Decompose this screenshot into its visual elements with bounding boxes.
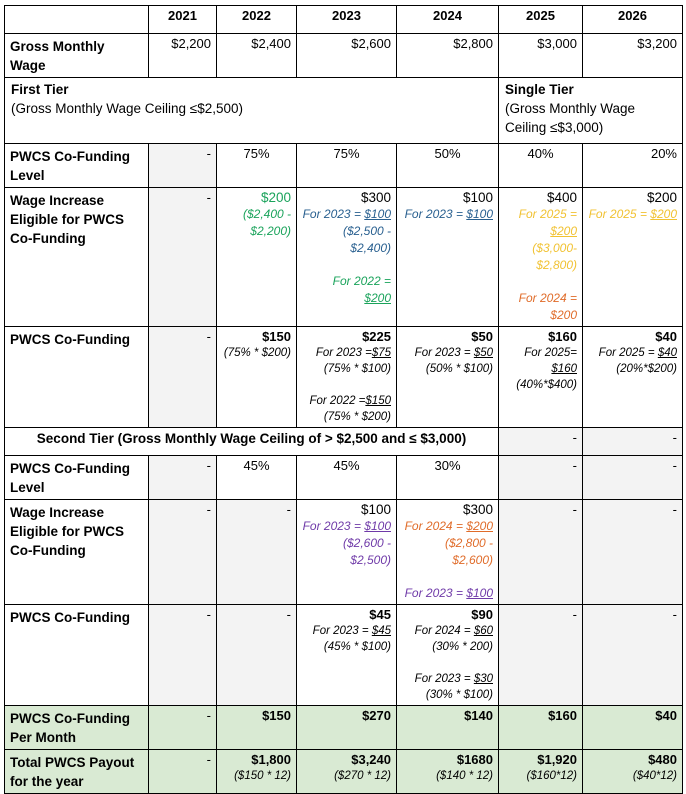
total-2022-note: ($150 * 12) — [234, 770, 291, 782]
gross-wage-2021: $2,200 — [149, 34, 217, 78]
t1-cofunding-2026 — [583, 327, 683, 428]
second-tier-2026: - — [583, 428, 683, 456]
t2-wi-2024-for — [402, 518, 493, 535]
t1-cf-2026-for — [588, 345, 677, 361]
t1-cf-2023-note: (75% * $100) — [323, 363, 391, 375]
single-tier-title: Single Tier — [505, 82, 574, 97]
t2-level-row — [5, 456, 683, 500]
t1-level-2022: 75% — [217, 144, 297, 188]
per-month-label: PWCS Co-Funding Per Month — [5, 706, 149, 750]
t2-cf-2023-note: (45% * $100) — [323, 641, 391, 653]
t1-wi-2025-for-value-line — [504, 223, 577, 240]
t2-level-2022: 45% — [217, 456, 297, 500]
t1-cf-2026-for-value: $40 — [657, 347, 677, 359]
t2-cf-2024-for2-prefix: For 2023 = — [414, 673, 474, 685]
first-tier-title: First Tier — [11, 82, 69, 97]
t1-wage-increase-2021: - — [149, 188, 217, 327]
t1-level-2025: 40% — [499, 144, 583, 188]
total-2024-main: $1680 — [456, 752, 493, 767]
header-2024: 2024 — [397, 6, 499, 34]
t1-wi-2026-for-prefix: For 2025 = — [588, 207, 651, 221]
t1-cf-2023-for — [302, 345, 391, 361]
t1-wi-2025-for2-value-line — [504, 307, 577, 324]
total-2026-note: ($40*12) — [632, 770, 677, 782]
t1-cf-2024-for — [402, 345, 493, 361]
t1-cofunding-label: PWCS Co-Funding — [5, 327, 149, 428]
t2-wi-2024-for-value: $200 — [466, 519, 493, 533]
t2-level-2026: - — [583, 456, 683, 500]
t1-wi-2025-main: $400 — [546, 190, 577, 205]
t2-cofunding-row — [5, 605, 683, 706]
t1-cf-2023-for2-value: $150 — [365, 395, 391, 407]
t1-cf-2023-for2 — [302, 393, 391, 409]
t1-cf-2024-for-prefix: For 2023 = — [414, 347, 474, 359]
t2-cf-2023-for — [302, 623, 391, 639]
per-month-2025: $160 — [499, 706, 583, 750]
t1-cf-2024-note: (50% * $100) — [425, 363, 493, 375]
t2-wi-2023-note: ($2,600 - $2,500) — [342, 536, 391, 567]
t2-cf-2024-for-value: $60 — [473, 625, 493, 637]
t1-wi-2023-for2-value-line — [302, 290, 391, 307]
t1-wi-2024-for — [402, 206, 493, 223]
t1-wi-2022-note: ($2,400 - $2,200) — [242, 207, 291, 238]
t2-cf-2023-for-value: $45 — [371, 625, 391, 637]
gross-wage-2022: $2,400 — [217, 34, 297, 78]
t1-cf-2026-for-prefix: For 2025 = — [598, 347, 658, 359]
t1-wi-2022-main: $200 — [260, 190, 291, 205]
total-2025-main: $1,920 — [537, 752, 577, 767]
t1-wi-2025-note: ($3,000- $2,800) — [532, 241, 577, 272]
t1-wage-increase-label: Wage Increase Eligible for PWCS Co-Funding — [5, 188, 149, 327]
gross-wage-label: Gross Monthly Wage — [5, 34, 149, 78]
per-month-2026: $40 — [583, 706, 683, 750]
t1-level-2021: - — [149, 144, 217, 188]
t2-wi-2024-for2-prefix: For 2023 = — [404, 586, 467, 600]
t2-level-2021: - — [149, 456, 217, 500]
gross-wage-2023: $2,600 — [297, 34, 397, 78]
t1-cf-2026-main: $40 — [655, 329, 677, 344]
t1-cofunding-row — [5, 327, 683, 428]
total-2023-main: $3,240 — [351, 752, 391, 767]
t1-wage-increase-row — [5, 188, 683, 327]
t1-wage-increase-2025 — [499, 188, 583, 327]
gross-wage-2025: $3,000 — [499, 34, 583, 78]
t1-cf-2025-note: (40%*$400) — [516, 379, 577, 391]
t2-cofunding-2024 — [397, 605, 499, 706]
t2-level-2024: 30% — [397, 456, 499, 500]
t2-wage-increase-label: Wage Increase Eligible for PWCS Co-Funding — [5, 500, 149, 605]
t1-cf-2025-for — [504, 345, 577, 361]
header-row — [5, 6, 683, 34]
first-tier-subtitle: (Gross Monthly Wage Ceiling ≤$2,500) — [11, 101, 244, 116]
t2-wi-2024-for2 — [402, 585, 493, 602]
t1-cf-2025-main: $160 — [548, 329, 577, 344]
second-tier-row — [5, 428, 683, 456]
total-2021: - — [149, 750, 217, 794]
t1-cf-2024-for-value: $50 — [473, 347, 493, 359]
t1-wage-increase-2024 — [397, 188, 499, 327]
t2-cofunding-2021: - — [149, 605, 217, 706]
t2-level-label: PWCS Co-Funding Level — [5, 456, 149, 500]
t2-cofunding-label: PWCS Co-Funding — [5, 605, 149, 706]
t1-cofunding-2022 — [217, 327, 297, 428]
t2-wage-increase-2022: - — [217, 500, 297, 605]
t2-cf-2024-for — [402, 623, 493, 639]
total-2023-note: ($270 * 12) — [334, 770, 391, 782]
t2-cf-2023-main: $45 — [369, 607, 391, 622]
t1-wi-2023-for-prefix: For 2023 = — [302, 207, 365, 221]
t2-wi-2023-main: $100 — [360, 502, 391, 517]
t1-wi-2024-main: $100 — [462, 190, 493, 205]
t1-cf-2024-main: $50 — [471, 329, 493, 344]
t1-cofunding-2023 — [297, 327, 397, 428]
t1-cofunding-2025 — [499, 327, 583, 428]
t1-cofunding-2021: - — [149, 327, 217, 428]
second-tier-heading: Second Tier (Gross Monthly Wage Ceiling of > $2,500 and ≤ $3,000) — [5, 428, 499, 456]
t2-cofunding-2023 — [297, 605, 397, 706]
tier-heading-row — [5, 78, 683, 144]
t1-wi-2026-for-value: $200 — [650, 207, 677, 221]
pwcs-cofunding-table — [4, 5, 683, 794]
t2-cf-2024-for2 — [402, 671, 493, 687]
t2-cf-2024-note: (30% * 200) — [432, 641, 493, 653]
t1-wi-2023-for2-prefix: For 2022 = — [332, 274, 391, 288]
t2-cf-2024-for-prefix: For 2024 = — [414, 625, 474, 637]
t1-wi-2023-for-value: $100 — [364, 207, 391, 221]
t2-cf-2024-main: $90 — [471, 607, 493, 622]
t1-level-2024: 50% — [397, 144, 499, 188]
header-2021: 2021 — [149, 6, 217, 34]
t1-cf-2025-for-value-line — [504, 361, 577, 377]
per-month-row — [5, 706, 683, 750]
t1-wi-2026-for — [588, 206, 677, 223]
t1-level-2026: 20% — [583, 144, 683, 188]
t1-wi-2023-for2 — [302, 273, 391, 290]
t1-wage-increase-2023 — [297, 188, 397, 327]
total-2026-main: $480 — [648, 752, 677, 767]
t1-wi-2024-for-prefix: For 2023 = — [404, 207, 467, 221]
t1-wi-2025-for2 — [504, 290, 577, 307]
single-tier-heading — [499, 78, 683, 144]
t1-wi-2023-for2-value: $200 — [364, 291, 391, 305]
total-2025-note: ($160*12) — [526, 770, 577, 782]
t2-wi-2023-for — [302, 518, 391, 535]
t2-cf-2024-for2-value: $30 — [473, 673, 493, 685]
total-label: Total PWCS Payout for the year — [5, 750, 149, 794]
second-tier-2025: - — [499, 428, 583, 456]
header-2025: 2025 — [499, 6, 583, 34]
t1-wi-2025-for-prefix: For 2025 = — [518, 207, 577, 221]
t1-cf-2023-for-value: $75 — [371, 347, 391, 359]
header-blank — [5, 6, 149, 34]
t1-wi-2023-note: ($2,500 - $2,400) — [342, 224, 391, 255]
t2-wi-2023-for-prefix: For 2023 = — [302, 519, 365, 533]
t2-cofunding-2022: - — [217, 605, 297, 706]
t2-wage-increase-2021: - — [149, 500, 217, 605]
t2-wi-2023-for-value: $100 — [364, 519, 391, 533]
header-2026: 2026 — [583, 6, 683, 34]
t2-level-2023: 45% — [297, 456, 397, 500]
gross-wage-row — [5, 34, 683, 78]
per-month-2024: $140 — [397, 706, 499, 750]
t1-cf-2022-note: (75% * $200) — [223, 347, 291, 359]
t1-cf-2026-note: (20%*$200) — [616, 363, 677, 375]
t1-cf-2023-for2-prefix: For 2022 = — [309, 395, 366, 407]
t2-wi-2024-for-prefix: For 2024 = — [404, 519, 467, 533]
t1-wage-increase-2026 — [583, 188, 683, 327]
t2-cf-2023-for-prefix: For 2023 = — [312, 625, 372, 637]
t2-level-2025: - — [499, 456, 583, 500]
t1-cofunding-2024 — [397, 327, 499, 428]
t1-level-2023: 75% — [297, 144, 397, 188]
t1-wi-2023-main: $300 — [360, 190, 391, 205]
t1-wi-2026-main: $200 — [646, 190, 677, 205]
total-2022-main: $1,800 — [251, 752, 291, 767]
t2-wage-increase-2026: - — [583, 500, 683, 605]
per-month-2021: - — [149, 706, 217, 750]
per-month-2023: $270 — [297, 706, 397, 750]
header-2023: 2023 — [297, 6, 397, 34]
per-month-2022: $150 — [217, 706, 297, 750]
t1-cf-2025-for-prefix: For 2025= — [524, 347, 577, 359]
t2-wi-2024-main: $300 — [462, 502, 493, 517]
t2-cofunding-2025: - — [499, 605, 583, 706]
total-2024-note: ($140 * 12) — [436, 770, 493, 782]
t1-wi-2025-for2-prefix: For 2024 = — [518, 291, 577, 305]
header-2022: 2022 — [217, 6, 297, 34]
t1-cf-2023-main: $225 — [362, 329, 391, 344]
t1-cf-2025-for-value: $160 — [551, 363, 577, 375]
gross-wage-2026: $3,200 — [583, 34, 683, 78]
t1-cf-2022-main: $150 — [262, 329, 291, 344]
t2-wi-2024-for2-value: $100 — [466, 586, 493, 600]
t1-wi-2023-for — [302, 206, 391, 223]
t2-wage-increase-2023 — [297, 500, 397, 605]
t2-wage-increase-2024 — [397, 500, 499, 605]
t1-level-label: PWCS Co-Funding Level — [5, 144, 149, 188]
t1-wi-2025-for2-value: $200 — [550, 308, 577, 322]
t1-cf-2023-note2: (75% * $200) — [323, 411, 391, 423]
t1-level-row — [5, 144, 683, 188]
t2-cofunding-2026: - — [583, 605, 683, 706]
t1-wi-2025-for-value: $200 — [550, 224, 577, 238]
t2-wi-2024-note: ($2,800 - $2,600) — [444, 536, 493, 567]
t1-wi-2025-for — [504, 206, 577, 223]
t2-wage-increase-row — [5, 500, 683, 605]
t1-wi-2024-for-value: $100 — [466, 207, 493, 221]
gross-wage-2024: $2,800 — [397, 34, 499, 78]
first-tier-heading — [5, 78, 499, 144]
t2-cf-2024-note2: (30% * $100) — [425, 689, 493, 701]
t1-wage-increase-2022 — [217, 188, 297, 327]
single-tier-subtitle: (Gross Monthly Wage Ceiling ≤$3,000) — [505, 101, 636, 135]
t2-wage-increase-2025: - — [499, 500, 583, 605]
t1-cf-2023-for-prefix: For 2023 = — [315, 347, 372, 359]
